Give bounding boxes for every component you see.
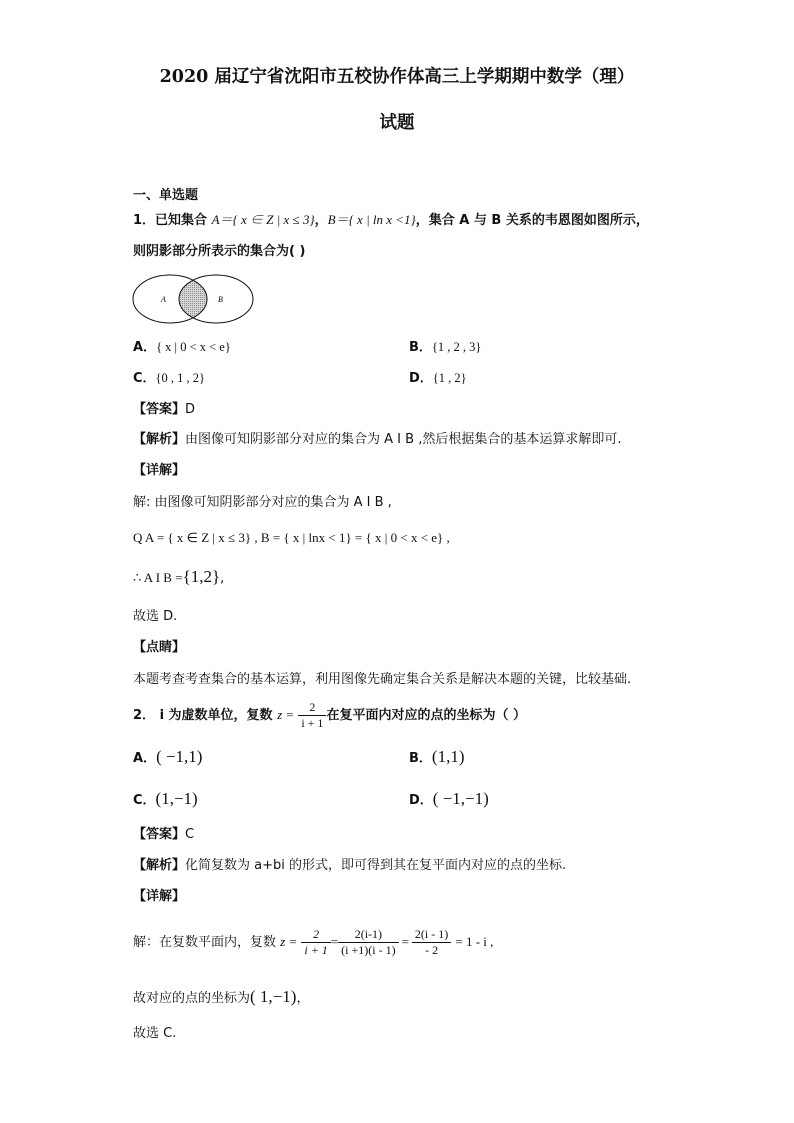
option-value: ( −1,1): [156, 747, 203, 766]
analysis-text: 由图像可知阴影部分对应的集合为 A I B ,然后根据集合的基本运算求解即可.: [185, 432, 622, 447]
venn-diagram: [132, 273, 254, 325]
fraction-numerator: 2: [298, 700, 326, 716]
option-value: {0 , 1 , 2}: [155, 371, 206, 385]
q1-option-c: [133, 369, 205, 388]
option-label: D．: [409, 371, 433, 386]
option-label: A．: [133, 340, 157, 355]
q1-option-b: [409, 338, 481, 357]
q2-solution: [133, 924, 493, 961]
q2-option-b: [409, 748, 465, 768]
q1-option-a: [133, 338, 231, 357]
solution-expr: ∴ A I B =: [133, 570, 183, 585]
q2-option-c: [133, 790, 198, 810]
solution-text: 解：在复数平面内，复数: [133, 935, 281, 950]
q1-choice: 故选 D.: [133, 609, 178, 624]
q2-coordinate-line: [133, 988, 309, 1008]
solution-fraction-3: [412, 927, 451, 958]
q2-z: z =: [277, 707, 295, 722]
option-label: B．: [409, 340, 432, 355]
option-label: C．: [133, 793, 156, 808]
fraction-numerator: 2(i - 1): [412, 927, 451, 943]
option-value: { x | 0 < x < e}: [156, 340, 231, 354]
q2-option-d: [409, 790, 489, 810]
page-title: 2020 届辽宁省沈阳市五校协作体高三上学期期中数学（理）: [159, 67, 635, 87]
analysis-text: 化简复数为 a+bi 的形式，即可得到其在复平面内对应的点的坐标.: [185, 858, 567, 873]
q1-set-a: A＝{ x ∈ Z | x ≤ 3}: [211, 212, 315, 227]
answer-value: D: [185, 402, 196, 417]
fraction-denominator: - 2: [425, 943, 439, 957]
q1-option-d: [409, 369, 467, 388]
answer-value: C: [185, 827, 195, 842]
analysis-tag: 【解析】: [133, 858, 186, 873]
coordinate-punct: ，: [296, 991, 310, 1006]
q1-answer: [133, 401, 195, 419]
q1-analysis: [133, 431, 621, 449]
venn-label-a: A: [161, 295, 166, 304]
analysis-tag: 【解析】: [133, 432, 186, 447]
fraction-numerator: 2: [301, 927, 330, 943]
q2-option-a: [133, 748, 202, 768]
option-value: (1,1): [431, 747, 465, 766]
solution-fraction-1: [301, 927, 330, 958]
option-value: (1,−1): [155, 789, 198, 808]
q2-mid: i 为虚数单位，复数: [155, 708, 278, 723]
q1-prefix: 1．已知集合: [133, 213, 212, 228]
q2-choice: 故选 C.: [133, 1026, 177, 1041]
solution-result: = 1 - i ,: [455, 934, 494, 949]
coordinate-value: ( 1,−1): [250, 987, 297, 1006]
q1-suffix: ，集合 A 与 B 关系的韦恩图如图所示，: [415, 213, 649, 228]
q2-detail-tag: 【详解】: [133, 889, 186, 904]
q2-fraction: [298, 700, 326, 731]
fraction-denominator: (i +1)(i - 1): [341, 943, 396, 957]
section-heading: 一、单选题: [133, 188, 199, 203]
q1-solution-line1: 解: 由图像可知阴影部分对应的集合为 A I B ,: [133, 495, 392, 510]
q1-solution-line3: [133, 568, 224, 588]
solution-z: z =: [280, 934, 298, 949]
q2-suffix: 在复平面内对应的点的坐标为（ ）: [326, 708, 526, 723]
q1-stem-line2: 则阴影部分所表示的集合为( ): [133, 244, 306, 259]
q2-analysis: [133, 857, 566, 875]
option-label: B．: [409, 751, 432, 766]
equals-sign: =: [330, 934, 339, 949]
fraction-denominator: i + 1: [304, 943, 328, 957]
q2-prefix: 2．: [133, 708, 156, 723]
venn-label-b: B: [218, 295, 223, 304]
solution-fraction-2: [338, 927, 398, 958]
q1-stem-line1: [133, 211, 649, 230]
q1-detail-tag: 【详解】: [133, 463, 186, 478]
option-value: ( −1,−1): [432, 789, 489, 808]
option-value: {1 , 2 , 3}: [431, 340, 482, 354]
equals-sign: =: [401, 934, 409, 949]
q1-comment: 本题考查考查集合的基本运算，利用图像先确定集合关系是解决本题的关键，比较基础.: [133, 672, 632, 687]
option-label: C．: [133, 371, 156, 386]
q2-answer: [133, 826, 194, 844]
answer-tag: 【答案】: [133, 402, 186, 417]
fraction-denominator: i + 1: [301, 716, 324, 730]
coordinate-text: 故对应的点的坐标为: [133, 991, 251, 1006]
q1-set-b: B＝{ x | ln x <1}: [327, 212, 416, 227]
q1-solution-line2: Q A = { x ∈ Z | x ≤ 3} , B = { x | lnx < 1} = { x | 0 < x < e} ,: [133, 530, 450, 545]
q1-sep: ，: [314, 213, 328, 228]
option-label: A．: [133, 751, 157, 766]
solution-punct: ,: [220, 571, 225, 586]
q1-comment-tag: 【点睛】: [133, 640, 186, 655]
option-label: D．: [409, 793, 433, 808]
answer-tag: 【答案】: [133, 827, 186, 842]
fraction-numerator: 2(i-1): [338, 927, 398, 943]
solution-result: {1,2}: [182, 567, 221, 586]
option-value: {1 , 2}: [432, 371, 467, 385]
q2-stem: [133, 698, 526, 733]
page-title-line2: 试题: [379, 113, 415, 133]
